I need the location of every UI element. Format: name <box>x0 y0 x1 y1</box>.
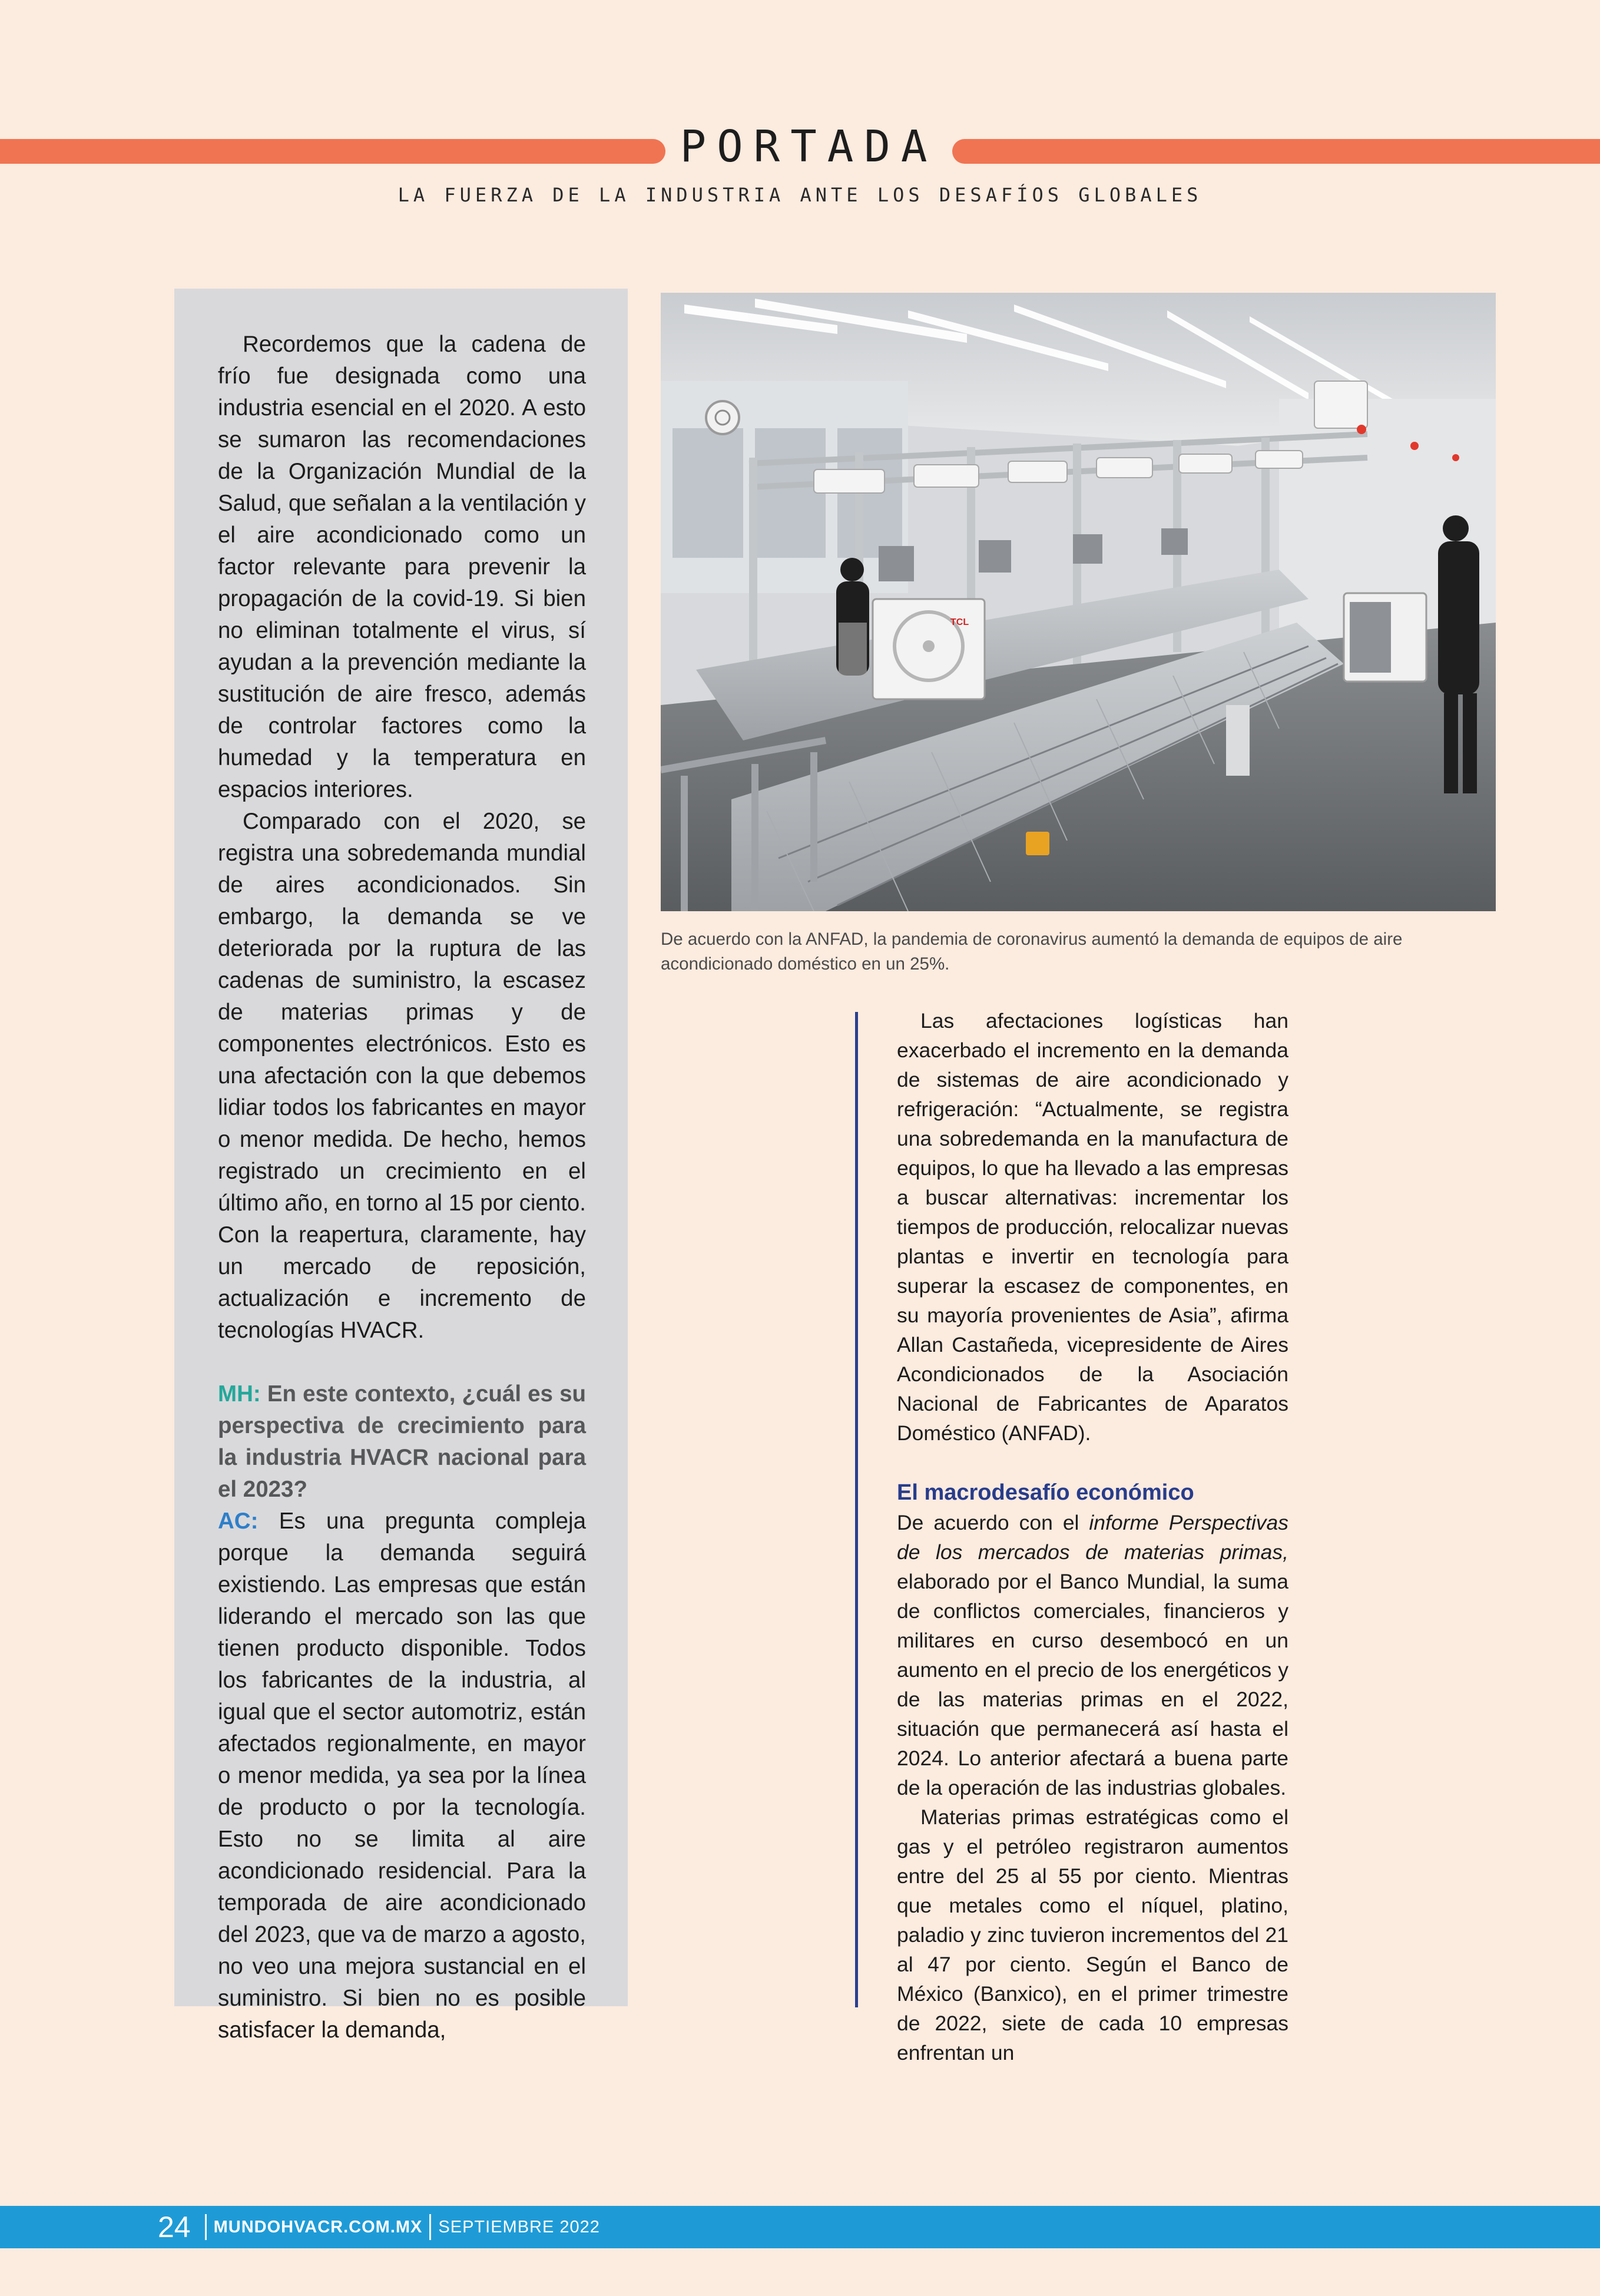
section-heading: El macrodesafío económico <box>897 1480 1194 1505</box>
website-link[interactable]: MUNDOHVACR.COM.MX <box>213 2217 423 2237</box>
question-label: MH: <box>218 1381 261 1407</box>
column-rule <box>855 1012 858 2007</box>
factory-photo <box>661 293 1496 911</box>
footer <box>158 2209 600 2245</box>
main-paragraph: Las afectaciones logísticas han exacerbado el incremento en la demanda de sistemas de aire acondicionado y refrigeración: “Actualmente, se registra una sobredemanda en la manufactura de equipos, lo que ha llevado a las empresas a buscar alternativas: incrementar los tiempos de producción, relocalizar nuevas plantas e invertir en tecnología para superar la escasez de componentes, en su mayoría provenientes de Asia”, afirma Allan Castañeda, vicepresidente de Aires Acondicionados de la Asociación Nacional de Fabricantes de Aparatos Doméstico (ANFAD). <box>897 1009 1288 1445</box>
interview-answer <box>218 1506 586 2046</box>
answer-text: Es una pregunta compleja porque la demanda seguirá existiendo. Las empresas que están liderando el mercado son las que tienen producto disponible. Todos los fabricantes de la industria, al igual que el sector automotriz, están afectados regionalmente, en mayor o menor medida, ya sea por la línea de producto o por la tecnología. Esto no se limita al aire acondicionado residencial. Para la temporada de aire acondicionado del 2023, que va de marzo a agosto, no veo una mejora sustancial en el suministro. Si bien no es posible satisfacer la demanda, <box>218 1508 586 2043</box>
sidebar-text <box>218 329 586 2046</box>
tcl-logo: TCL <box>950 617 969 627</box>
interview-question <box>218 1378 586 1506</box>
header-bar-right <box>952 139 1600 164</box>
section-title: PORTADA <box>680 121 938 172</box>
issue-date: SEPTIEMBRE 2022 <box>438 2217 600 2237</box>
sidebar-paragraph: Comparado con el 2020, se registra una sobredemanda mundial de aires acondicionados. Sin embargo, la demanda se ve deteriorada por la ruptura de las cadenas de suministro, la escasez de materias primas y de componentes electrónicos. Esto es una afectación con la que debemos lidiar todos los fabricantes en mayor o menor medida. De hecho, hemos registrado un crecimiento en el último año, en torno al 15 por ciento. Con la reapertura, claramente, hay un mercado de reposición, actualización e incremento de tecnologías HVACR. <box>218 809 586 1343</box>
sidebar-paragraph: Recordemos que la cadena de frío fue designada como una industria esencial en el 2020. A esto se sumaron las recomendaciones de la Organización Mundial de la Salud, que señalan a la ventilación y el aire acondicionado como un factor relevante para prevenir la propagación de la covid-19. Si bien no eliminan totalmente el virus, sí ayudan a la prevención mediante la sustitución de aire fresco, además de controlar factores como la humedad y la temperatura en espacios interiores. <box>218 332 586 802</box>
sidebar-box <box>174 289 628 2043</box>
section-subtitle: LA FUERZA DE LA INDUSTRIA ANTE LOS DESAFÍOS GLOBALES <box>397 184 1203 206</box>
header-bar-left <box>0 139 665 164</box>
question-text: En este contexto, ¿cuál es su perspectiva de crecimiento para la industria HVACR nacional para el 2023? <box>218 1381 586 1502</box>
footer-divider <box>429 2214 431 2240</box>
answer-label: AC: <box>218 1508 259 1534</box>
main-paragraph: Materias primas estratégicas como el gas y el petróleo registraron aumentos entre del 25 al 55 por ciento. Mientras que metales como el níquel, platino, paladio y zinc tuvieron incrementos del 21 al 47 por ciento. Según el Banco de México (Banxico), en el primer trimestre de 2022, siete de cada 10 empresas enfrentan un <box>897 1805 1288 2065</box>
photo-caption: De acuerdo con la ANFAD, la pandemia de coronavirus aumentó la demanda de equipos de aire acondicionado doméstico en un 25%. <box>661 929 1403 974</box>
main-column <box>897 1006 1288 2067</box>
report-title: informe Perspectivas de los mercados de materias primas, <box>897 1511 1288 1564</box>
footer-divider <box>205 2214 207 2240</box>
page-number: 24 <box>158 2211 191 2244</box>
main-paragraph: De acuerdo con el informe Perspectivas de los mercados de materias primas, elaborado por el Banco Mundial, la suma de conflictos comerciales, financieros y militares en curso desembocó en un aumento en el precio de los energéticos y de las materias primas en el 2022, situación que permanecerá así hasta el 2024. Lo anterior afectará a buena parte de la operación de las industrias globales. <box>897 1511 1288 1799</box>
